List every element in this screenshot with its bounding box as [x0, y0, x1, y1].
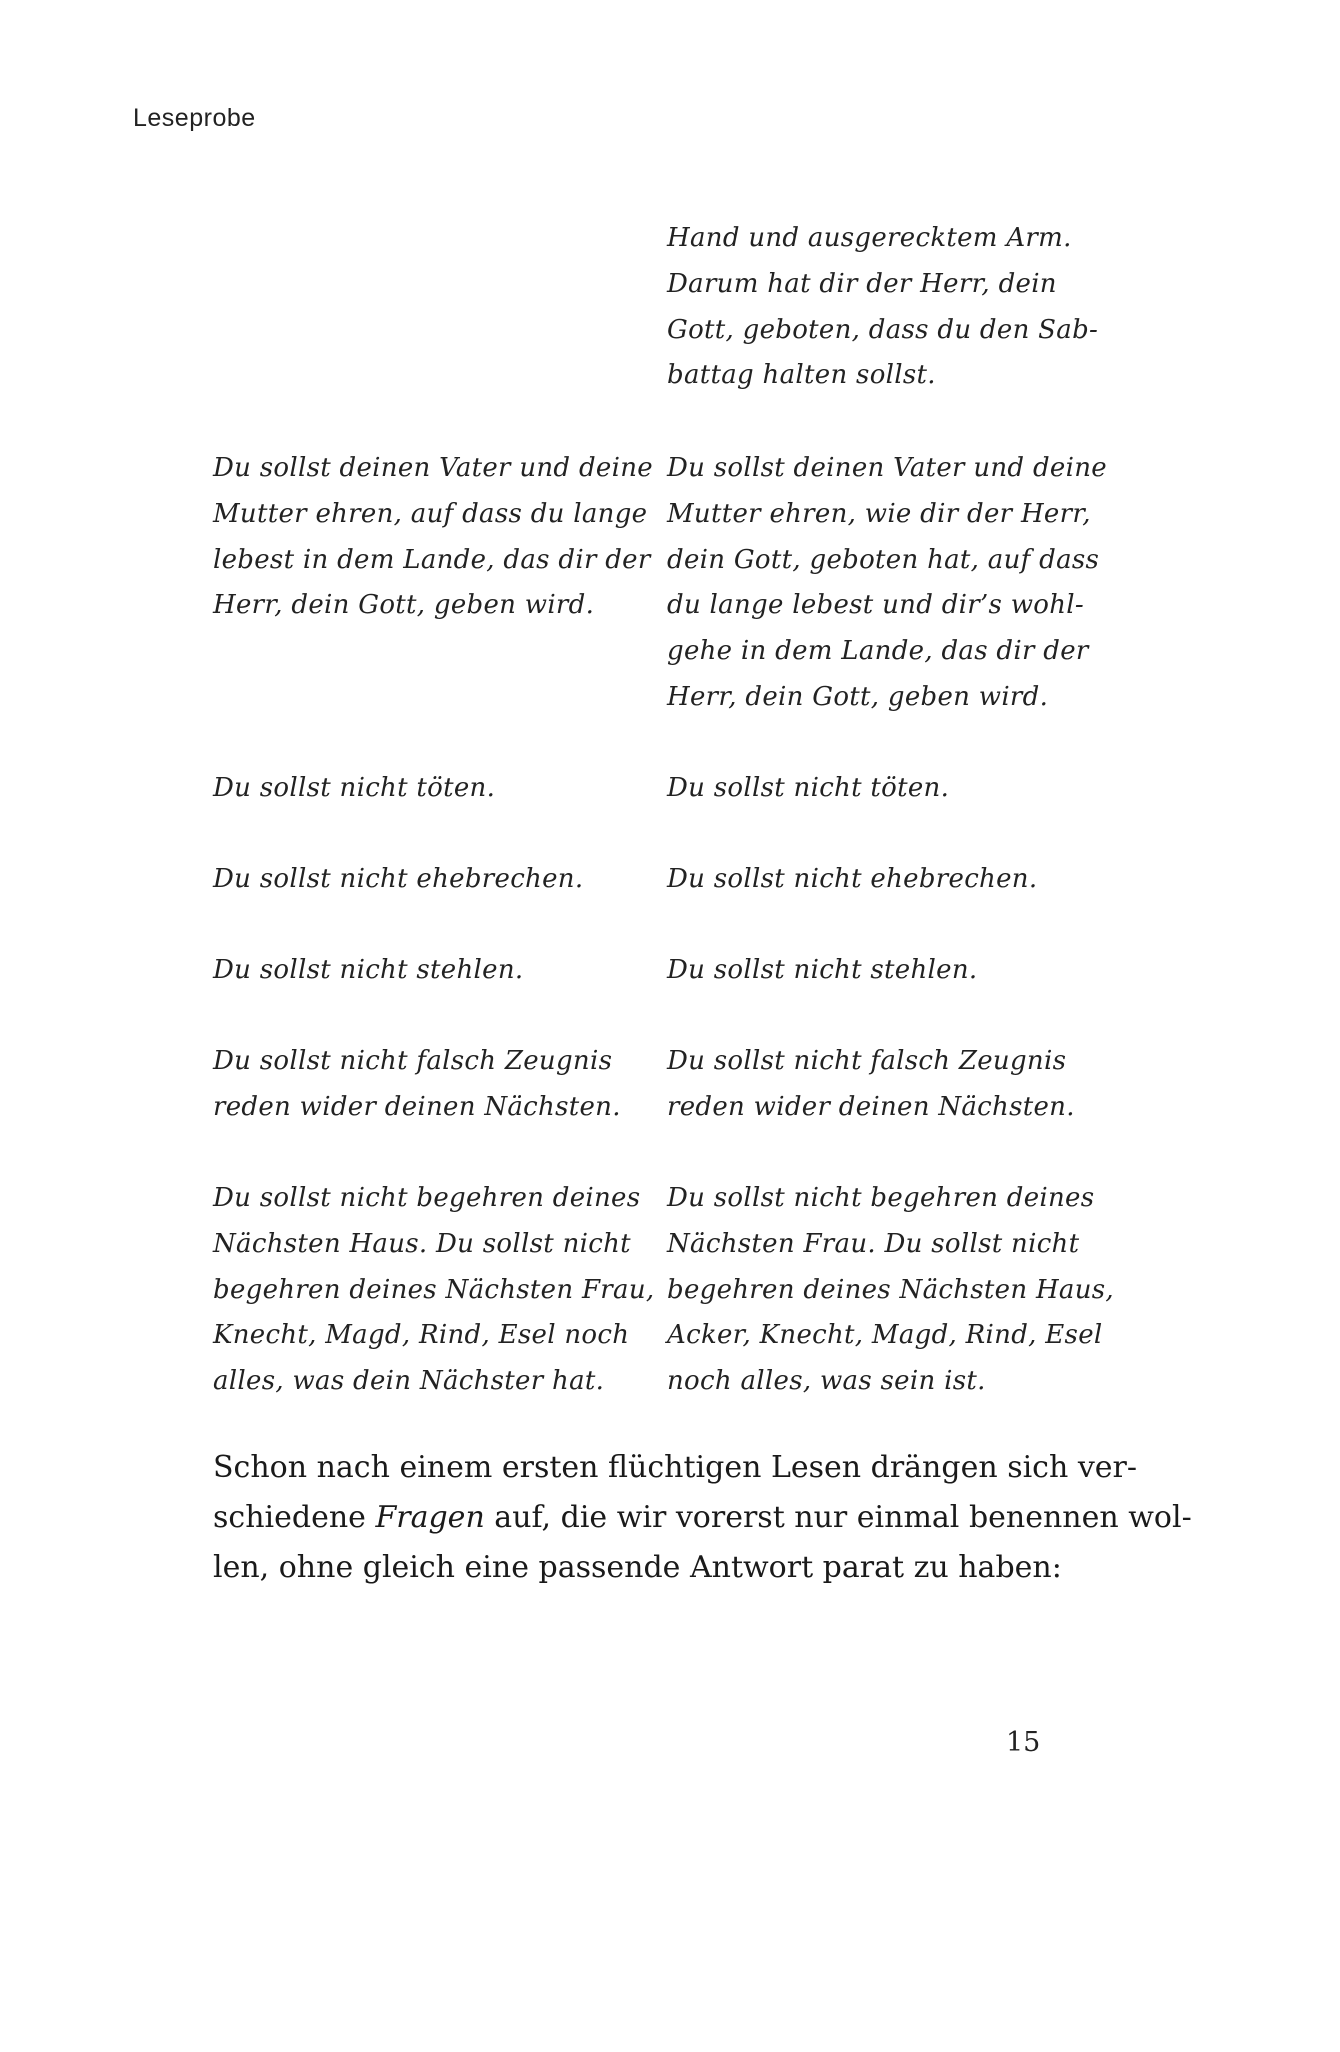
text-line: begehren deines Nächsten Frau,	[213, 1274, 655, 1305]
commandment-left-false-witness	[213, 1039, 621, 1131]
text-line: Du sollst deinen Vater und deine	[213, 453, 653, 483]
text-line: Mutter ehren, auf dass du lange	[213, 498, 648, 529]
text-line: Hand und ausgerecktem Arm.	[667, 223, 1072, 253]
commandment-left-covet	[213, 1176, 654, 1405]
paragraph-text: schiedene	[213, 1500, 376, 1535]
text-line: Darum hat dir der Herr, dein	[667, 268, 1057, 299]
body-paragraph	[213, 1443, 1192, 1593]
paragraph-line	[213, 1493, 1192, 1543]
commandment-left-parents	[213, 446, 653, 629]
text-line: gehe in dem Lande, das dir der	[667, 636, 1089, 667]
text-line: Du sollst nicht töten.	[213, 773, 496, 803]
text-line: du lange lebest und dir’s wohl-	[667, 590, 1085, 621]
paragraph-line: Schon nach einem ersten flüchtigen Lesen drängen sich ver-	[213, 1450, 1138, 1485]
text-line: Du sollst nicht stehlen.	[213, 955, 524, 985]
text-line: Gott, geboten, dass du den Sab-	[667, 314, 1099, 345]
text-line: Du sollst nicht ehebrechen.	[667, 864, 1038, 894]
commandment-left-adultery	[213, 857, 583, 903]
text-line: begehren deines Nächsten Haus,	[667, 1274, 1114, 1305]
text-line: noch alles, was sein ist.	[667, 1366, 986, 1397]
commandment-right-parents	[667, 446, 1107, 721]
text-line: Du sollst nicht stehlen.	[667, 955, 978, 985]
text-line: alles, was dein Nächster hat.	[213, 1366, 605, 1397]
text-line: Du sollst deinen Vater und deine	[667, 453, 1107, 483]
running-header: Leseprobe	[133, 104, 256, 132]
emphasis-text: Fragen	[375, 1500, 485, 1535]
text-line: Nächsten Frau. Du sollst nicht	[667, 1228, 1080, 1259]
text-line: Du sollst nicht töten.	[667, 773, 950, 803]
text-line: Du sollst nicht falsch Zeugnis	[667, 1046, 1067, 1076]
paragraph-line: len, ohne gleich eine passende Antwort parat zu haben:	[213, 1550, 1062, 1585]
text-line: Herr, dein Gott, geben wird.	[213, 590, 595, 621]
commandment-right-adultery	[667, 857, 1037, 903]
page-number: 15	[1006, 1727, 1041, 1758]
text-line: Knecht, Magd, Rind, Esel noch	[213, 1320, 630, 1351]
commandment-right-false-witness	[667, 1039, 1075, 1131]
text-line: reden wider deinen Nächsten.	[667, 1091, 1075, 1122]
text-line: battag halten sollst.	[667, 360, 936, 391]
text-line: lebest in dem Lande, das dir der	[213, 544, 651, 575]
text-line: Mutter ehren, wie dir der Herr,	[667, 498, 1091, 529]
text-line: Nächsten Haus. Du sollst nicht	[213, 1228, 631, 1259]
commandment-right-kill	[667, 766, 949, 812]
text-line: Herr, dein Gott, geben wird.	[667, 681, 1049, 712]
paragraph-text: auf, die wir vorerst nur einmal benennen wol-	[484, 1500, 1192, 1535]
text-line: Du sollst nicht begehren deines	[667, 1183, 1095, 1213]
commandment-left-steal	[213, 948, 523, 994]
commandment-right-sabbath-end	[667, 216, 1098, 399]
commandment-left-kill	[213, 766, 495, 812]
text-line: Du sollst nicht begehren deines	[213, 1183, 641, 1213]
text-line: Du sollst nicht ehebrechen.	[213, 864, 584, 894]
commandment-right-covet	[667, 1176, 1114, 1405]
text-line: Du sollst nicht falsch Zeugnis	[213, 1046, 613, 1076]
text-line: Acker, Knecht, Magd, Rind, Esel	[667, 1320, 1103, 1351]
text-line: dein Gott, geboten hat, auf dass	[667, 544, 1100, 575]
text-line: reden wider deinen Nächsten.	[213, 1091, 621, 1122]
commandment-right-steal	[667, 948, 977, 994]
